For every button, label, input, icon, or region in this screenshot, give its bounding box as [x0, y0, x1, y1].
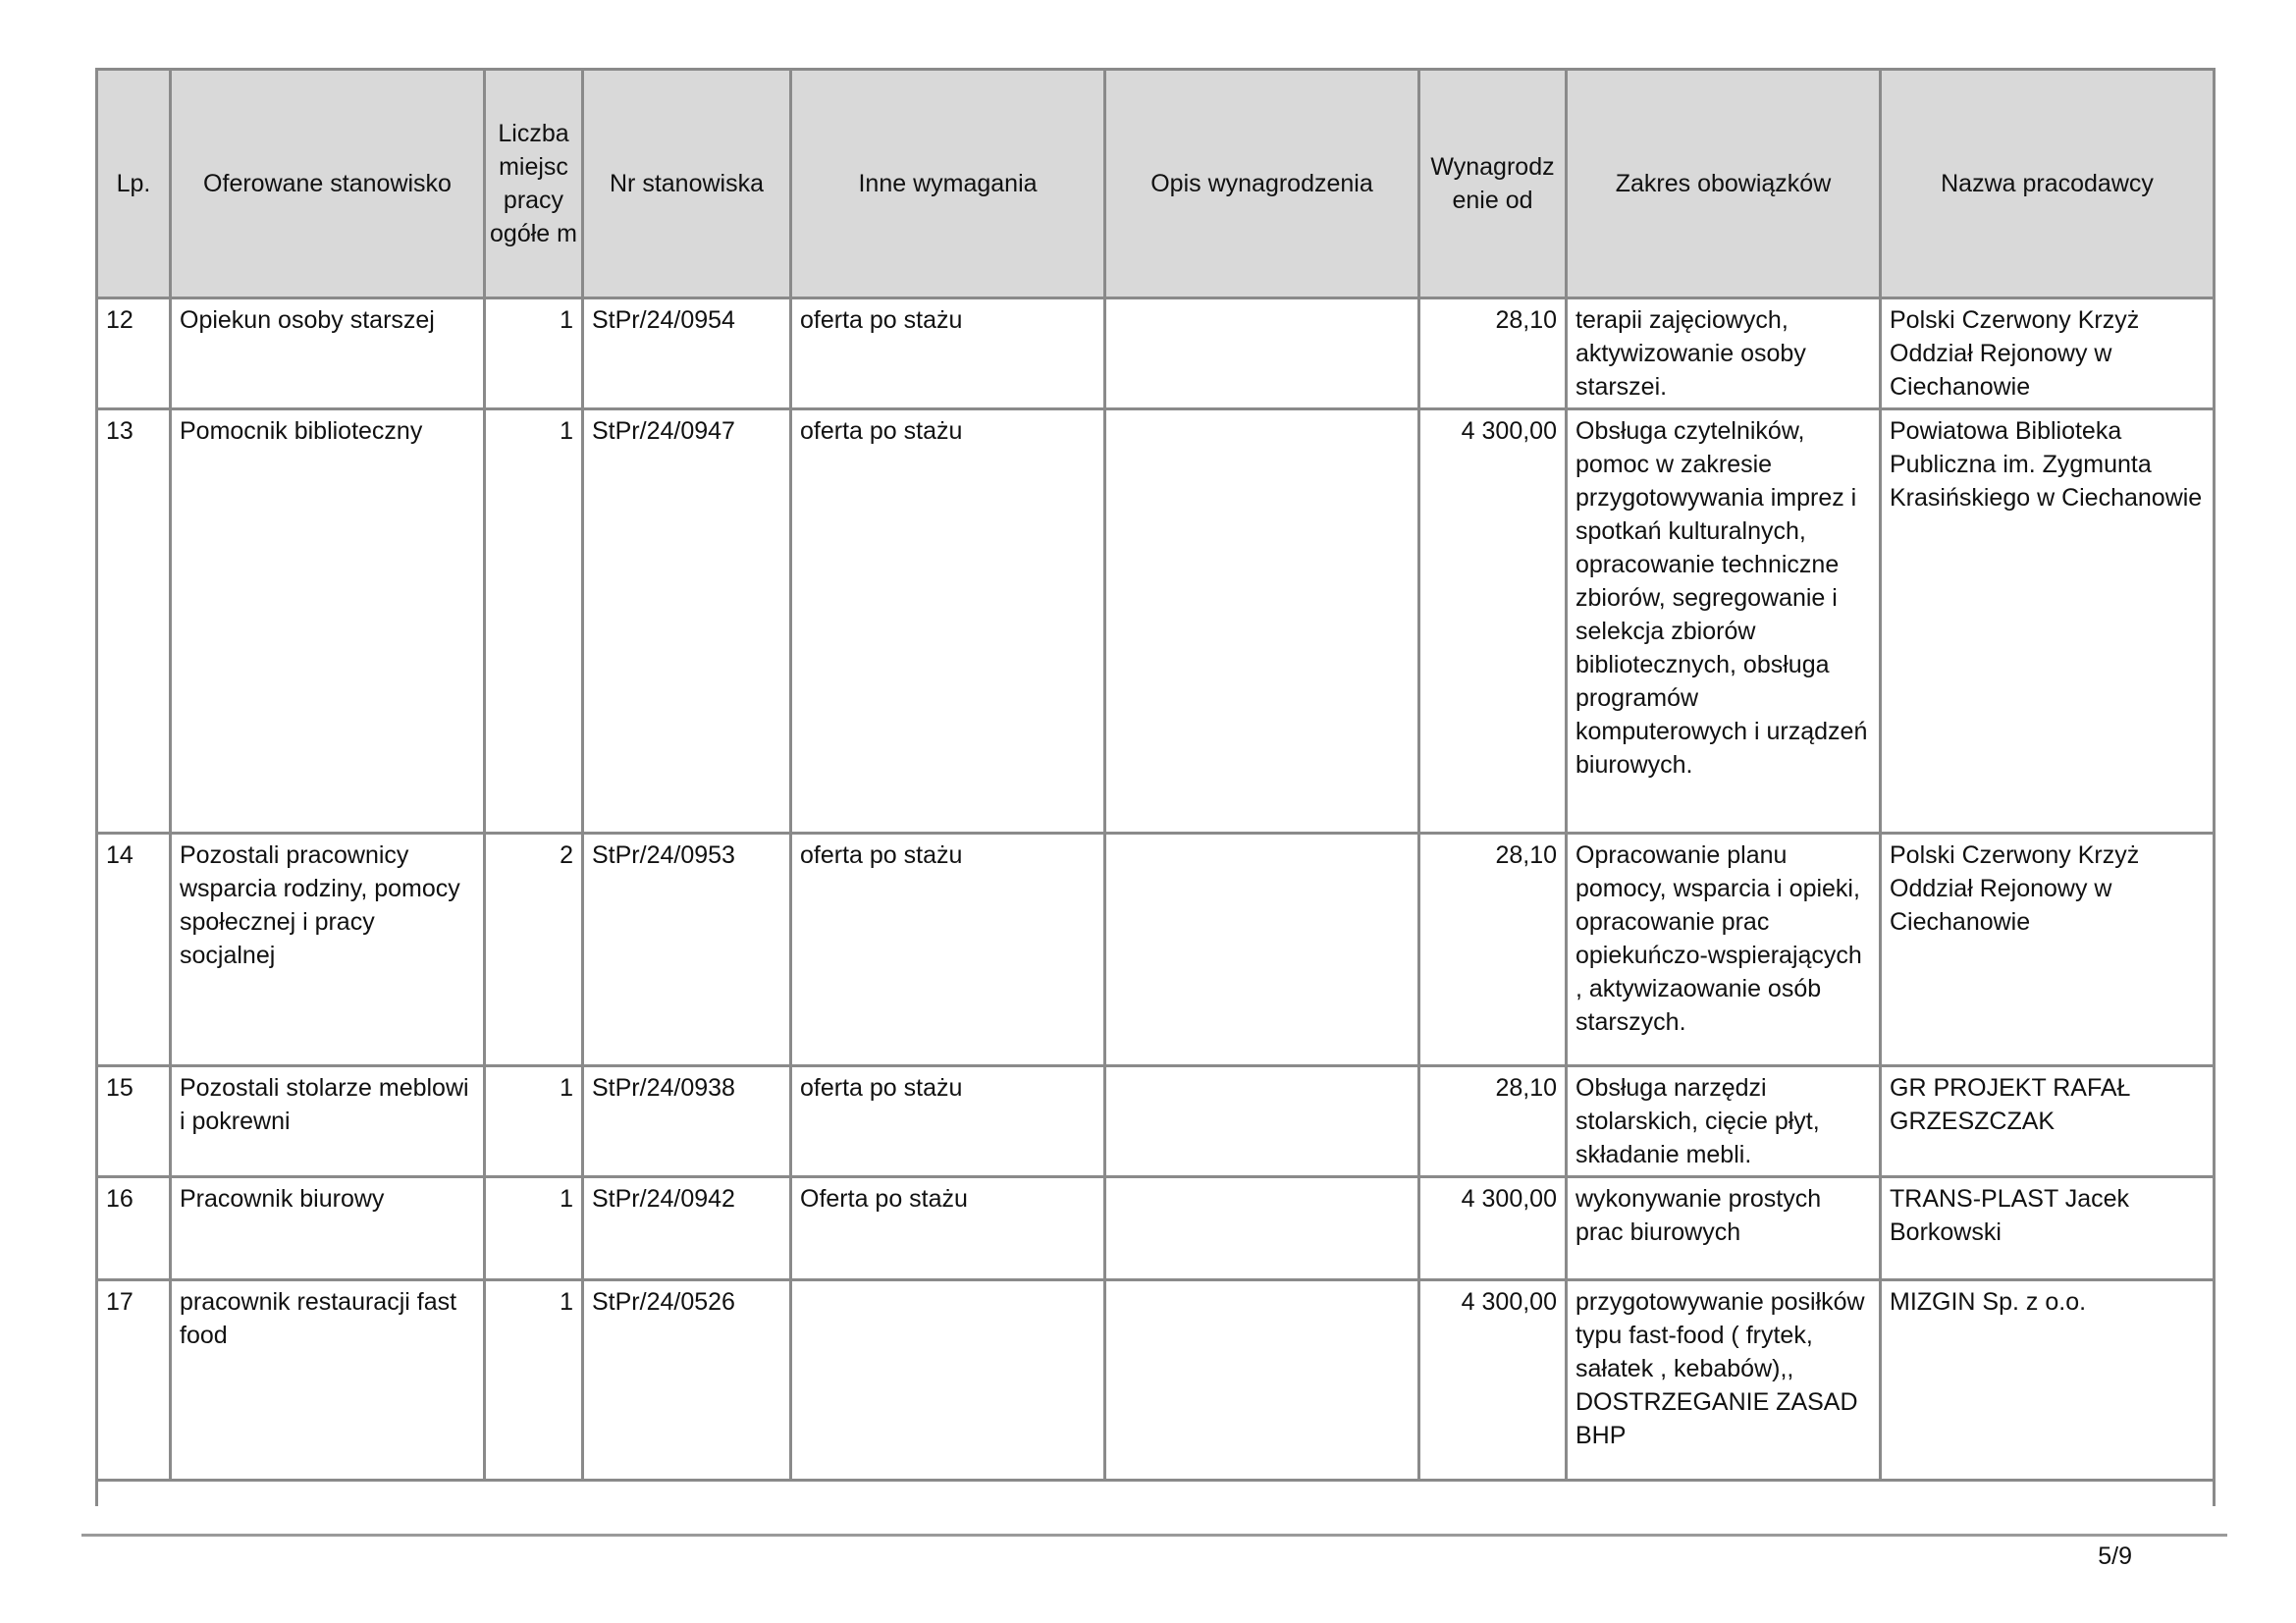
cell-wynagrodzenie: 4 300,00 — [1419, 1177, 1567, 1280]
cell-pracodawca: Powiatowa Biblioteka Publiczna im. Zygmunta Krasińskiego w Ciechanowie — [1881, 409, 2215, 834]
cell-pracodawca: TRANS-PLAST Jacek Borkowski — [1881, 1177, 2215, 1280]
cell-liczba: 1 — [485, 1280, 583, 1481]
header-lp: Lp. — [97, 70, 171, 298]
cell-liczba: 1 — [485, 1066, 583, 1177]
cell-zakres: przygotowywanie posiłków typu fast-food ( frytek, sałatek , kebabów),, DOSTRZEGANIE ZASAD BHP — [1567, 1280, 1881, 1481]
table-row — [97, 1280, 2215, 1481]
cell-lp: 13 — [97, 409, 171, 834]
header-wynagrodzenie-od: Wynagrodz enie od — [1419, 70, 1567, 298]
cell-pracodawca: Polski Czerwony Krzyż Oddział Rejonowy w Ciechanowie — [1881, 834, 2215, 1066]
cell-opis — [1105, 409, 1419, 834]
cell-stanowisko: pracownik restauracji fast food — [171, 1280, 485, 1481]
table-row — [97, 1177, 2215, 1280]
table-row — [97, 298, 2215, 409]
cell-opis — [1105, 1280, 1419, 1481]
cell-wynagrodzenie: 28,10 — [1419, 834, 1567, 1066]
header-opis-wynagrodzenia: Opis wynagrodzenia — [1105, 70, 1419, 298]
cell-nr: StPr/24/0947 — [583, 409, 791, 834]
cell-zakres: terapii zajęciowych, aktywizowanie osoby starszei. — [1567, 298, 1881, 409]
cell-pracodawca: MIZGIN Sp. z o.o. — [1881, 1280, 2215, 1481]
cell-opis — [1105, 298, 1419, 409]
table-header-row — [97, 70, 2215, 298]
cell-opis — [1105, 1066, 1419, 1177]
cell-inne: Oferta po stażu — [791, 1177, 1105, 1280]
cell-stanowisko: Pomocnik biblioteczny — [171, 409, 485, 834]
cell-lp: 14 — [97, 834, 171, 1066]
job-offers-table — [95, 68, 2216, 1506]
cell-stanowisko: Pozostali stolarze meblowi i pokrewni — [171, 1066, 485, 1177]
cell-lp: 17 — [97, 1280, 171, 1481]
header-inne-wymagania: Inne wymagania — [791, 70, 1105, 298]
cell-pracodawca: GR PROJEKT RAFAŁ GRZESZCZAK — [1881, 1066, 2215, 1177]
table-row — [97, 834, 2215, 1066]
cell-liczba: 1 — [485, 298, 583, 409]
cell-stanowisko: Pracownik biurowy — [171, 1177, 485, 1280]
table-row — [97, 1066, 2215, 1177]
header-zakres-obowiazkow: Zakres obowiązków — [1567, 70, 1881, 298]
page-number: 5/9 — [2098, 1542, 2132, 1570]
cell-liczba: 2 — [485, 834, 583, 1066]
cell-zakres: Obsługa narzędzi stolarskich, cięcie płyt, składanie mebli. — [1567, 1066, 1881, 1177]
cell-inne: oferta po stażu — [791, 298, 1105, 409]
cell-liczba: 1 — [485, 409, 583, 834]
cell-lp: 16 — [97, 1177, 171, 1280]
cell-stanowisko: Opiekun osoby starszej — [171, 298, 485, 409]
cell-inne: oferta po stażu — [791, 1066, 1105, 1177]
cell-wynagrodzenie: 28,10 — [1419, 1066, 1567, 1177]
cell-wynagrodzenie: 4 300,00 — [1419, 1280, 1567, 1481]
cell-opis — [1105, 1177, 1419, 1280]
header-nazwa-pracodawcy: Nazwa pracodawcy — [1881, 70, 2215, 298]
cell-nr: StPr/24/0953 — [583, 834, 791, 1066]
cell-opis — [1105, 834, 1419, 1066]
cell-inne: oferta po stażu — [791, 409, 1105, 834]
header-stanowisko: Oferowane stanowisko — [171, 70, 485, 298]
cell-wynagrodzenie: 28,10 — [1419, 298, 1567, 409]
cell-zakres: wykonywanie prostych prac biurowych — [1567, 1177, 1881, 1280]
footer-divider — [81, 1534, 2227, 1537]
cell-nr: StPr/24/0938 — [583, 1066, 791, 1177]
cell-liczba: 1 — [485, 1177, 583, 1280]
cell-inne: oferta po stażu — [791, 834, 1105, 1066]
cell-nr: StPr/24/0526 — [583, 1280, 791, 1481]
cell-zakres: Obsługa czytelników, pomoc w zakresie przygotowywania imprez i spotkań kulturalnych, opracowanie techniczne zbiorów, segregowanie i selekcja zbiorów bibliotecznych, obsługa programów komputerowych i urządzeń biurowych. — [1567, 409, 1881, 834]
cell-nr: StPr/24/0942 — [583, 1177, 791, 1280]
header-liczba-miejsc: Liczba miejsc pracy ogółe m — [485, 70, 583, 298]
cell-pracodawca: Polski Czerwony Krzyż Oddział Rejonowy w Ciechanowie — [1881, 298, 2215, 409]
table-row — [97, 409, 2215, 834]
cell-stanowisko: Pozostali pracownicy wsparcia rodziny, pomocy społecznej i pracy socjalnej — [171, 834, 485, 1066]
table-row-continuation — [97, 1481, 2215, 1506]
header-nr-stanowiska: Nr stanowiska — [583, 70, 791, 298]
cell-wynagrodzenie: 4 300,00 — [1419, 409, 1567, 834]
cell-zakres: Opracowanie planu pomocy, wsparcia i opieki, opracowanie prac opiekuńczo-wspierających , aktywizaowanie osób starszych. — [1567, 834, 1881, 1066]
cell-inne — [791, 1280, 1105, 1481]
continuation-cell — [97, 1481, 2215, 1506]
cell-nr: StPr/24/0954 — [583, 298, 791, 409]
cell-lp: 12 — [97, 298, 171, 409]
cell-lp: 15 — [97, 1066, 171, 1177]
